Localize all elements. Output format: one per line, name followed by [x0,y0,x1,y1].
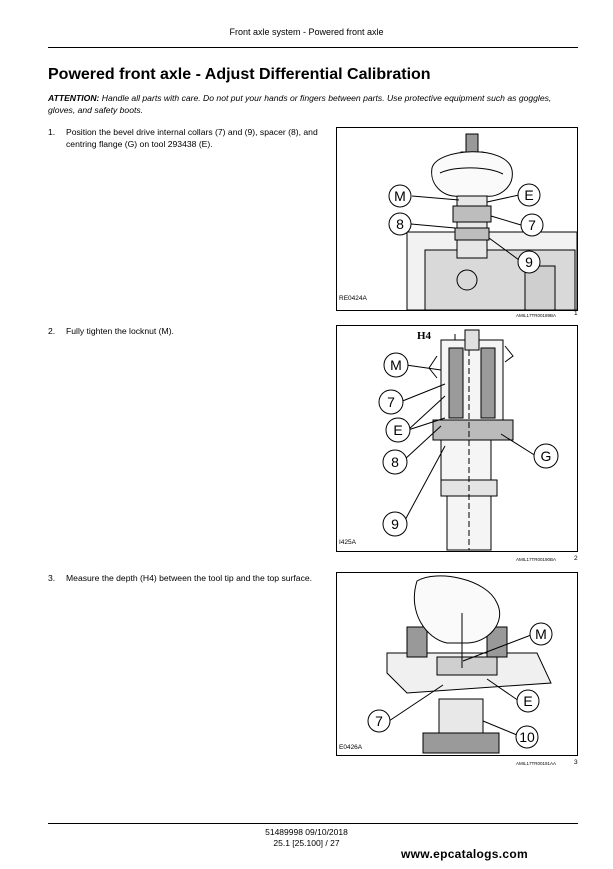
footer-rule [48,823,578,824]
callout-label: M [390,357,402,373]
figure-1-illustration [337,128,577,310]
step-number: 1. [48,127,56,137]
figure-code: E0426A [339,744,363,751]
callout-label: M [535,626,547,642]
figure-code: I425A [339,539,356,546]
callout-label: 7 [375,713,383,729]
figure-code: RE0424A [339,295,367,302]
step-number: 3. [48,573,56,583]
attention-label: ATTENTION: [48,93,100,103]
callout-label: 10 [519,729,535,745]
figure-id: AMIL17TR00189BA [516,313,557,318]
footer-doc-line: 51489998 09/10/2018 [265,827,348,837]
step-text: Fully tighten the locknut (M). [66,326,174,336]
figure-number: 3 [574,759,578,766]
step-number: 2. [48,326,56,336]
callout-label: 7 [528,217,536,233]
step-2 [48,325,318,337]
header-rule [48,47,578,48]
watermark-text: www.epcatalogs.com [401,847,528,861]
callout-label: E [524,187,534,203]
step-3 [48,572,318,584]
figure-2 [336,325,578,552]
figure-3 [336,572,578,756]
callout-label: 9 [391,516,399,532]
step-text: Position the bevel drive internal collars (7) and (9), spacer (8), and centring flange (G) on tool 293438 (E). [66,127,318,149]
callout-label: E [393,422,403,438]
callout-label: 7 [387,394,395,410]
figure-id: AMIL17TR00191AA [516,761,557,766]
figure-3-illustration [337,573,577,755]
attention-note [48,93,580,116]
callout-label: 8 [391,454,399,470]
footer-page-line: 25.1 [25.100] / 27 [273,838,340,848]
figure-number: 1 [574,310,578,317]
callout-label: E [523,693,533,709]
step-1 [48,126,318,150]
running-header: Front axle system - Powered front axle [229,27,384,37]
figure-1 [336,127,578,311]
step-text: Measure the depth (H4) between the tool tip and the top surface. [66,573,313,583]
attention-text: Handle all parts with care. Do not put your hands or fingers between parts. Use protective equipment such as goggles, gloves, and safety boots. [48,93,552,115]
callout-label: 9 [525,254,533,270]
section-title: Powered front axle - Adjust Differential Calibration [48,66,431,83]
callout-label: M [394,188,406,204]
figure-id: AMIL17TR00190BA [516,557,557,562]
dimension-label: H4 [417,330,432,342]
figure-2-illustration [337,326,577,551]
callout-label: G [540,448,552,464]
figure-number: 2 [574,555,578,562]
callout-label: 8 [396,216,404,232]
